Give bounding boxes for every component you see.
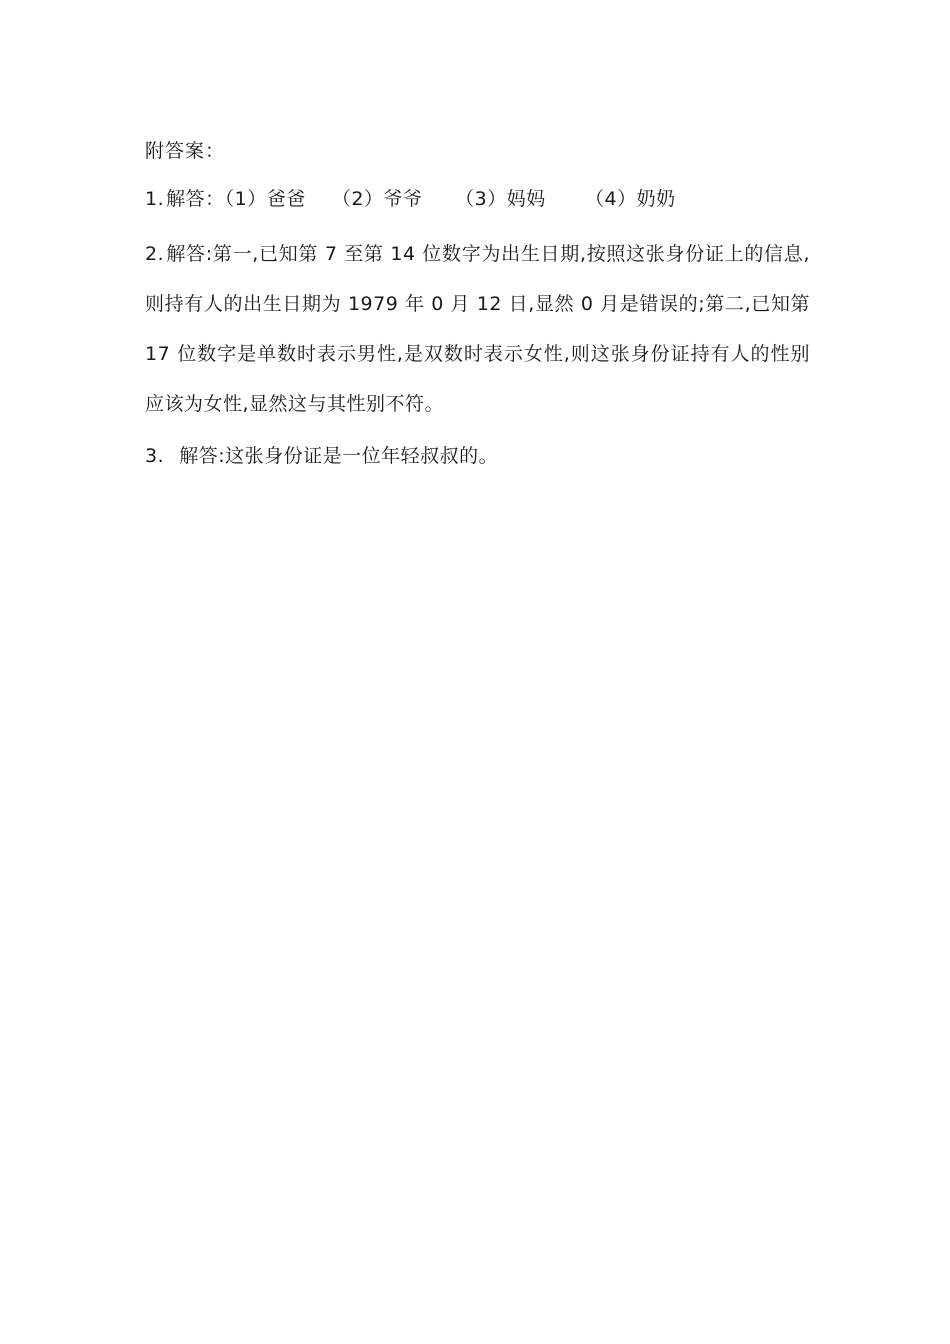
answer-item-2	[145, 229, 810, 429]
answer-text-1: 解答：（1）爸爸 （2）爷爷 （3）妈妈 （4）奶奶	[166, 188, 676, 210]
answer-text-3: 解答:这张身份证是一位年轻叔叔的。	[166, 445, 499, 467]
answer-number-2: 2.	[145, 243, 165, 265]
answer-number-3: 3.	[145, 445, 165, 467]
answer-item-1	[145, 181, 810, 217]
answer-section	[145, 133, 810, 481]
answer-heading: 附答案：	[145, 140, 226, 162]
answer-number-1: 1.	[145, 188, 165, 210]
answer-item-3	[145, 431, 810, 481]
answer-text-2: 解答:第一,已知第 7 至第 14 位数字为出生日期,按照这张身份证上的信息,则持有人的出生日期为 1979 年 0 月 12 日,显然 0 月是错误的;第二,已知第 17 位数字是单数时表示男性,是双数时表示女性,则这张身份证持有人的性别应该为女性,显然这与其性别不符。	[145, 243, 810, 415]
